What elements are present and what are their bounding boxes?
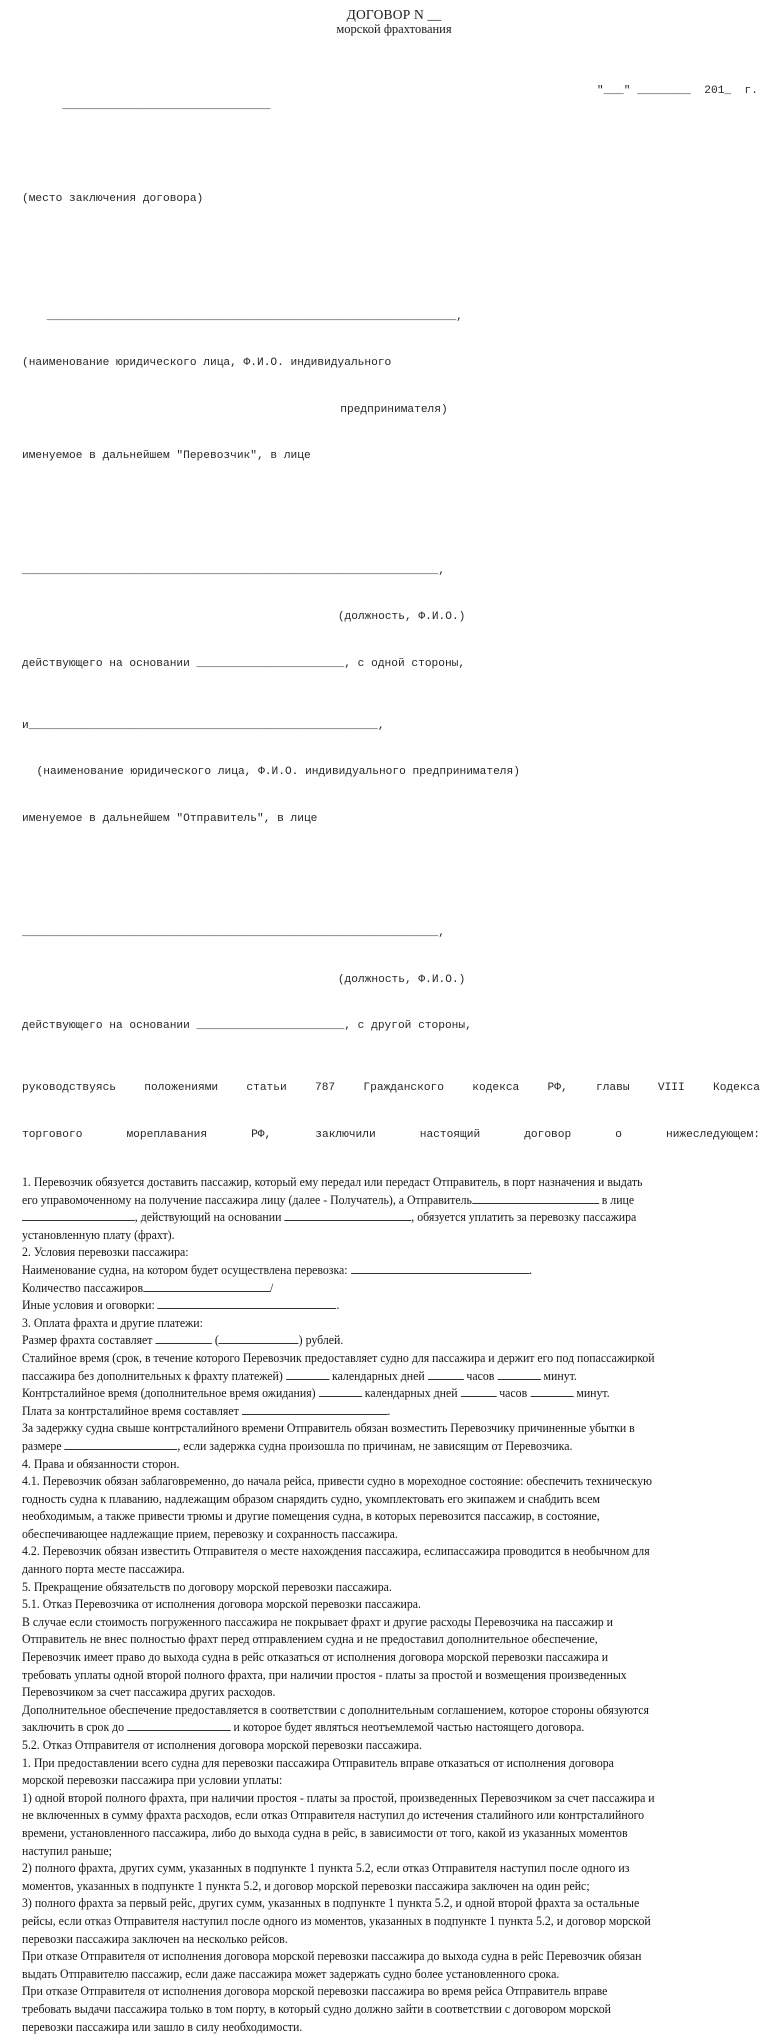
blank-field[interactable] — [284, 1210, 411, 1221]
clause-3-laytime-line1: Сталийное время (срок, в течение которого Перевозчик предоставляет судно для пассажира и держит его под попассажиркой — [22, 1350, 766, 1368]
party2-designation: именуемое в дальнейшем "Отправитель", в лице — [22, 812, 766, 828]
clause-1-line2-b: в лице — [602, 1193, 634, 1207]
party1-caption-line2: предпринимателя) — [22, 403, 766, 419]
clause-2-vessel — [22, 1262, 766, 1280]
clause-3-delay-b: , если задержка судна произошла по причинам, не зависящим от Перевозчика. — [177, 1439, 572, 1453]
clause-4-heading: 4. Права и обязанности сторон. — [22, 1456, 766, 1474]
clause-2-other-tail: . — [336, 1298, 339, 1312]
document-title: ДОГОВОР N __ — [22, 7, 766, 22]
clause-2-vessel-tail: . — [529, 1263, 532, 1277]
blank-field[interactable] — [530, 1386, 573, 1397]
clause-5-tail-line1: При отказе Отправителя от исполнения договора морской перевозки пассажира до выхода судна в рейс Перевозчик обязан — [22, 1948, 766, 1966]
clause-3-amount-c: ) рублей. — [299, 1333, 344, 1347]
clause-42-line1: 4.2. Перевозчик обязан известить Отправителя о месте нахождения пассажира, еслипассажира проводится в необычном для — [22, 1543, 766, 1561]
document-title-block — [22, 4, 766, 37]
clause-41-line3: необходимым, а также привести трюмы и другие помещения судна, в которых перевозится пассажир, в состояние, — [22, 1508, 766, 1526]
clause-1-line3-b: , обязуется уплатить за перевозку пассажира — [411, 1210, 636, 1224]
clause-51-line1: В случае если стоимость погруженного пассажира не покрывает фрахт и другие расходы Перевозчика на пассажир и — [22, 1614, 766, 1632]
clause-5-tail-line3: При отказе Отправителя от исполнения договора морской перевозки пассажира во время рейса Отправитель вправе — [22, 1983, 766, 2001]
clause-41-line1: 4.1. Перевозчик обязан заблаговременно, до начала рейса, привести судно в мореходное состояние: обеспечить техническую — [22, 1473, 766, 1491]
clause-3-demurrage-d: минут. — [576, 1386, 609, 1400]
subclause-2-line2: моментов, указанных в подпункте 1 пункта 5.2, и договор морской перевозки пассажира заключен на один рейс; — [22, 1878, 766, 1896]
party1-person-rule: ______________________________________________________________, — [22, 564, 766, 580]
blank-field[interactable] — [155, 1333, 211, 1344]
party1-caption-line1: (наименование юридического лица, Ф.И.О. индивидуального — [22, 356, 766, 372]
clause-42-line2: данного порта месте пассажира. — [22, 1561, 766, 1579]
party2-caption: (наименование юридического лица, Ф.И.О. индивидуального предпринимателя) — [22, 765, 766, 781]
contract-body — [22, 1174, 766, 2036]
clause-51-line4: требовать уплаты одной второй полного фрахта, при наличии простоя - платы за простой и возмещения произведенных — [22, 1667, 766, 1685]
clause-3-demurrage-pay-a: Плата за контрсталийное время составляет — [22, 1404, 239, 1418]
clause-5-heading: 5. Прекращение обязательств по договору морской перевозки пассажира. — [22, 1579, 766, 1597]
blank-field[interactable] — [242, 1403, 388, 1414]
party2-person-caption: (должность, Ф.И.О.) — [22, 973, 766, 989]
clause-5-tail-line5: перевозки пассажира или зашло в силу необходимости. — [22, 2019, 766, 2036]
subclause-1-line4: наступил раньше; — [22, 1843, 766, 1861]
subclause-3-line3: перевозки пассажира заключен на несколько рейсов. — [22, 1931, 766, 1949]
clause-51-line7-b: и которое будет являться неотъемлемой частью настоящего договора. — [233, 1720, 584, 1734]
clause-51-line6: Дополнительное обеспечение предоставляется в соответствии с дополнительным соглашением, которое стороны обязуются — [22, 1702, 766, 1720]
clause-52-heading: 5.2. Отказ Отправителя от исполнения договора морской перевозки пассажира. — [22, 1737, 766, 1755]
clause-2-vessel-label: Наименование судна, на котором будет осуществлена перевозка: — [22, 1263, 348, 1277]
clause-1-line3-a: , действующий на основании — [135, 1210, 282, 1224]
spacer-3 — [22, 874, 766, 880]
clause-2-count-label: Количество пассажиров — [22, 1281, 143, 1295]
clause-3-laytime-c: часов — [466, 1369, 494, 1383]
clause-51-heading: 5.1. Отказ Перевозчика от исполнения договора морской перевозки пассажира. — [22, 1596, 766, 1614]
blank-field[interactable] — [351, 1263, 530, 1274]
clause-3-delay-line1: За задержку судна свыше контрсталийного времени Отправитель обязан возместить Перевозчику причиненные убытки в — [22, 1420, 766, 1438]
clause-41-line4: обеспечивающее надлежащие прием, перевозку и сохранность пассажира. — [22, 1526, 766, 1544]
clause-3-demurrage-c: часов — [499, 1386, 527, 1400]
blank-field[interactable] — [461, 1386, 497, 1397]
contract-date: "___" ________ 201_ г. — [597, 84, 758, 100]
clause-3-delay-line2 — [22, 1438, 766, 1456]
party1-rule: _____________________________________________________________, — [22, 310, 766, 326]
clause-1-line4: установленную плату (фрахт). — [22, 1227, 766, 1245]
subclause-3-line1: 3) полного фрахта за первый рейс, других сумм, указанных в подпункте 1 пункта 5.2, и одной второй фрахта за остальные — [22, 1895, 766, 1913]
clause-51-line7-a: заключить в срок до — [22, 1720, 124, 1734]
clause-3-demurrage-a: Контрсталийное время (дополнительное время ожидания) — [22, 1386, 316, 1400]
clause-3-laytime-b: календарных дней — [332, 1369, 425, 1383]
blank-field[interactable] — [472, 1192, 599, 1203]
party1-basis: действующего на основании ______________________, с одной стороны, — [22, 657, 766, 673]
subclause-3-line2: рейсы, если отказ Отправителя наступил после одного из моментов, указанных в подпункте 1 пункта 5.2, и договор морской — [22, 1913, 766, 1931]
clause-3-heading: 3. Оплата фрахта и другие платежи: — [22, 1315, 766, 1333]
clause-3-amount-b: ( — [215, 1333, 219, 1347]
blank-field[interactable] — [497, 1368, 540, 1379]
clause-52-line2: морской перевозки пассажира при условии уплаты: — [22, 1772, 766, 1790]
clause-3-demurrage-pay-b: . — [387, 1404, 390, 1418]
subclause-1-line1: 1) одной второй полного фрахта, при наличии простоя - платы за простой, произведенных Перевозчиком за счет пассажира и — [22, 1790, 766, 1808]
clause-51-line3: Перевозчик имеет право до выхода судна в рейс отказаться от исполнения договора морской перевозки пассажира и — [22, 1649, 766, 1667]
clause-3-laytime-a: пассажира без дополнительных к фрахту платежей) — [22, 1369, 283, 1383]
party2-rule: и____________________________________________________, — [22, 719, 766, 735]
clause-2-count-tail: / — [270, 1281, 273, 1295]
clause-51-line2: Отправитель не внес полностью фрахт перед отправлением судна и не предоставил дополнительное обеспечение, — [22, 1631, 766, 1649]
clause-3-amount — [22, 1332, 766, 1350]
subclause-1-line3: времени, установленного пассажира, либо до выхода судна в рейс, в зависимости от того, какой из указанных моментов — [22, 1825, 766, 1843]
law-reference-line2: торгового мореплавания РФ, заключили настоящий договор о нижеследующем: — [22, 1128, 766, 1144]
clause-5-tail-line2: выдать Отправителю пассажир, если даже пассажира может задержать судно более установленного срока. — [22, 1966, 766, 1984]
law-reference-line1: руководствуясь положениями статьи 787 Гражданского кодекса РФ, главы VIII Кодекса — [22, 1081, 766, 1097]
blank-field[interactable] — [127, 1720, 230, 1731]
preamble-block — [22, 37, 766, 1174]
clause-1-line2-a: его управомоченному на получение пассажира лицу (далее - Получатель), а Отправитель — [22, 1193, 472, 1207]
blank-field[interactable] — [428, 1368, 464, 1379]
clause-3-demurrage-pay — [22, 1403, 766, 1421]
clause-2-other-label: Иные условия и оговорки: — [22, 1298, 155, 1312]
clause-51-line7 — [22, 1719, 766, 1737]
blank-field[interactable] — [143, 1280, 270, 1291]
blank-field[interactable] — [319, 1386, 362, 1397]
clause-3-demurrage — [22, 1385, 766, 1403]
party2-basis: действующего на основании ______________________, с другой стороны, — [22, 1019, 766, 1035]
party2-person-rule: ______________________________________________________________, — [22, 926, 766, 942]
clause-3-delay-a: размере — [22, 1439, 62, 1453]
clause-3-laytime-d: минут. — [544, 1369, 577, 1383]
clause-2-other — [22, 1297, 766, 1315]
clause-3-laytime-line2 — [22, 1368, 766, 1386]
clause-3-amount-a: Размер фрахта составляет — [22, 1333, 152, 1347]
place-caption: (место заключения договора) — [22, 192, 766, 208]
place-rule: _______________________________ — [62, 100, 270, 112]
subclause-2-line1: 2) полного фрахта, других сумм, указанных в подпункте 1 пункта 5.2, если отказ Отправителя наступил после одного из — [22, 1860, 766, 1878]
spacer-2 — [22, 511, 766, 517]
clause-5-tail-line4: требовать выдачи пассажира только в том порту, в который судно должно зайти в соответствии с договором морской — [22, 2001, 766, 2019]
document-subtitle: морской фрахтования — [22, 22, 766, 37]
place-and-date-row — [22, 84, 766, 146]
clause-1-line1: 1. Перевозчик обязуется доставить пассажир, который ему передал или передаст Отправитель, в порт назначения и выдать — [22, 1174, 766, 1192]
subclause-1-line2: не включенных в сумму фрахта расходов, если отказ Отправителя наступил до истечения сталийного или контрсталийного — [22, 1807, 766, 1825]
blank-field[interactable] — [219, 1333, 299, 1344]
blank-field[interactable] — [286, 1368, 329, 1379]
clause-3-demurrage-b: календарных дней — [365, 1386, 458, 1400]
party1-person-caption: (должность, Ф.И.О.) — [22, 610, 766, 626]
clause-2-heading: 2. Условия перевозки пассажира: — [22, 1244, 766, 1262]
blank-field[interactable] — [158, 1298, 337, 1309]
clause-1-line2 — [22, 1192, 766, 1210]
clause-52-line1: 1. При предоставлении всего судна для перевозки пассажира Отправитель вправе отказаться от исполнения договора — [22, 1755, 766, 1773]
clause-2-count — [22, 1280, 766, 1298]
clause-51-line5: Перевозчиком за счет пассажира других расходов. — [22, 1684, 766, 1702]
party1-designation: именуемое в дальнейшем "Перевозчик", в лице — [22, 449, 766, 465]
blank-field[interactable] — [22, 1210, 135, 1221]
clause-41-line2: годность судна к плаванию, надлежащим образом снарядить судно, укомплектовать его экипажем и снабдить всем — [22, 1491, 766, 1509]
spacer-1 — [22, 254, 766, 263]
blank-field[interactable] — [65, 1439, 178, 1450]
clause-1-line3 — [22, 1209, 766, 1227]
